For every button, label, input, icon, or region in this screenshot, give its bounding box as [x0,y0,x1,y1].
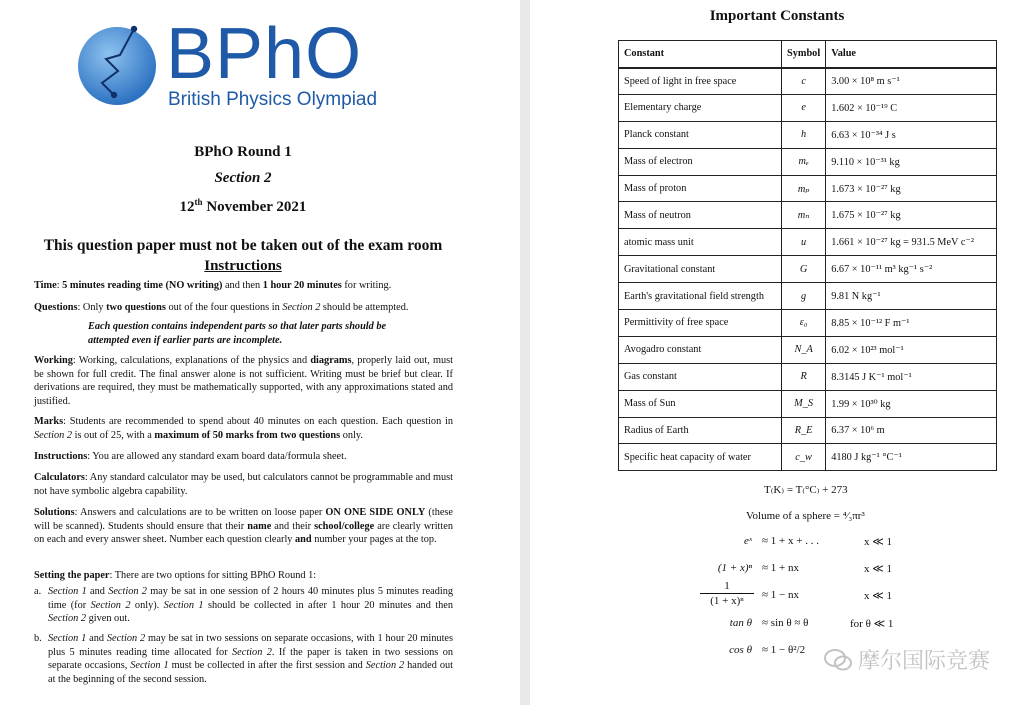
option-a [34,585,453,626]
constant-value: 1.99 × 10³⁰ kg [826,390,997,417]
table-row [619,310,997,337]
text-run: and [86,586,109,597]
text-run: : There are two options for sitting BPhO Round 1: [109,570,317,581]
table-row [619,363,997,390]
text-run: and their [271,520,315,532]
constant-symbol: M_S [782,390,826,417]
text-run: : Answers and calculations are to be written on loose paper [74,507,326,518]
column-header-constant: Constant [619,41,782,68]
constants-table [618,40,997,471]
constant-value: 6.02 × 10²³ mol⁻¹ [826,336,997,363]
approx-condition: x ≪ 1 [864,536,893,548]
italic-run: Section 2 [282,302,321,313]
text-run: : Students are recommended to spend about 40 minutes on each question. Each question in [63,416,453,427]
constant-value: 4180 J kg⁻¹ °C⁻¹ [826,444,997,471]
text-run: may be sat in two sessions on separate occasions, with 1 hour 20 minutes plus 5 minutes reading time allocated for [48,633,454,658]
wechat-icon [824,648,852,672]
text-run: . If the paper is taken in two sessions on separate occasions, [48,646,453,672]
bold-run: 5 minutes reading time (NO writing) [62,280,223,291]
approx-rhs: ≈ 1 + x + . . . [762,535,819,547]
instructions-label: Instructions [34,451,88,462]
text-run: : You are allowed any standard exam board data/formula sheet. [87,451,347,462]
constant-name: Gravitational constant [619,256,782,283]
constant-name: Specific heat capacity of water [619,444,782,471]
text-run: may be sat in one session of 2 hours 40 minutes plus 5 minutes reading time (for [48,586,454,611]
questions-paragraph [34,301,453,315]
bold-run: and [295,534,312,546]
approx-rhs: ≈ 1 + nx [762,562,799,574]
text-run: should be collected in after 1 hour 20 minutes and then [203,599,454,611]
constant-symbol: R [782,363,826,390]
date-month-year: November 2021 [206,199,307,215]
round-title: BPhO Round 1 [194,144,292,160]
italic-run: Section 2 [34,429,73,441]
calculators-label: Calculators [34,472,85,483]
marks-paragraph [34,415,453,442]
table-header-row [619,41,997,68]
fraction-numerator: 1 [724,580,730,592]
constant-symbol: h [782,121,826,148]
constant-symbol: g [782,283,826,310]
text-run: only). [130,599,164,611]
text-run: should be attempted. [320,302,409,313]
bold-run: school/college [314,520,375,532]
constant-value: 6.67 × 10⁻¹¹ m³ kg⁻¹ s⁻² [826,256,997,283]
sphere-volume-label: Volume of a sphere = [746,510,843,522]
italic-run: Section 2 [106,633,146,644]
instructions-heading: Instructions [204,258,282,274]
bpho-globe-icon [76,25,158,107]
sphere-volume [746,510,865,522]
constant-name: Gas constant [619,363,782,390]
table-row [619,336,997,363]
constant-name: Avogadro constant [619,336,782,363]
fraction-denominator: (1 + x)ⁿ [710,595,744,607]
table-row [619,121,997,148]
calculators-paragraph [34,471,453,498]
fraction-bar [700,593,754,594]
approx-rhs: ≈ 1 − θ²/2 [762,644,806,656]
constant-name: Permittivity of free space [619,310,782,337]
constant-value: 1.602 × 10⁻¹⁹ C [826,94,997,121]
text-run: and [86,633,107,644]
italic-run: Section 1 [130,660,169,672]
table-row [619,256,997,283]
constant-symbol: c_w [782,444,826,471]
independent-parts-note: Each question contains independent parts so that later parts should be attempted even if earlier parts are incomplete. [88,321,387,346]
marks-label: Marks [34,416,64,427]
constant-symbol: mₙ [782,202,826,229]
italic-run: Section 2 [90,599,131,611]
option-a-marker: a. [34,586,42,597]
constant-name: Mass of neutron [619,202,782,229]
text-run: handed out at the beginning of the second session. [48,660,454,685]
exam-date [0,197,486,216]
bold-run: name [247,520,272,532]
approx-lhs: tan θ [729,617,752,629]
constant-value: 1.661 × 10⁻²⁷ kg = 931.5 MeV c⁻² [826,229,997,256]
constant-value: 1.675 × 10⁻²⁷ kg [826,202,997,229]
text-run: : Any standard calculator may be used, but calculators cannot be programmable and must not have symbolic algebra capability. [34,472,453,497]
temperature-conversion: T₍K₎ = T₍°C₎ + 273 [764,484,848,496]
text-run: and then [222,280,263,291]
date-suffix: th [194,197,203,207]
text-run: : Only [77,302,107,313]
working-label: Working [34,355,73,366]
bold-run: two questions [106,302,166,313]
italic-run: Section 2 [108,586,147,597]
constant-symbol: u [782,229,826,256]
constant-symbol: e [782,94,826,121]
table-row [619,175,997,202]
text-run: only. [340,429,363,441]
logo-wordmark: BPhO [166,14,363,94]
text-run: is out of 25, with a [72,429,155,441]
italic-run: Section 1 [48,633,87,644]
bpho-logo [76,15,416,115]
date-day: 12 [179,199,195,215]
approx-condition: for θ ≪ 1 [850,618,894,630]
constant-symbol: c [782,68,826,95]
table-row [619,444,997,471]
bold-run: maximum of 50 marks from two questions [154,429,341,441]
table-row [619,229,997,256]
table-row [619,283,997,310]
text-run: must be collected in after the first session and [168,660,366,672]
table-row [619,202,997,229]
bold-run: ON ONE SIDE ONLY [325,507,426,518]
italic-run: Section 1 [48,586,87,597]
constant-name: atomic mass unit [619,229,782,256]
constant-value: 3.00 × 10⁸ m s⁻¹ [826,68,997,95]
questions-label: Questions [34,302,78,313]
approx-rhs: ≈ sin θ ≈ θ [762,617,809,629]
italic-run: Section 2 [232,646,272,658]
solutions-label: Solutions [34,507,75,518]
setting-paragraph [34,569,453,583]
table-row [619,148,997,175]
constant-name: Radius of Earth [619,417,782,444]
text-run: out of the four questions in [165,302,283,313]
solutions-paragraph [34,506,453,547]
constant-symbol: R_E [782,417,826,444]
constants-page [530,0,1024,705]
constant-value: 1.673 × 10⁻²⁷ kg [826,175,997,202]
approx-lhs: (1 + x)ⁿ [717,562,752,574]
table-row [619,417,997,444]
italic-run: Section 2 [48,613,87,625]
constant-symbol: G [782,256,826,283]
text-run: for writing. [341,280,392,291]
watermark-text: 摩尔国际竞赛 [857,649,990,674]
text-run: : [56,280,63,291]
bold-run: diagrams [310,355,352,366]
option-b [34,632,453,686]
constant-name: Mass of proton [619,175,782,202]
constant-name: Elementary charge [619,94,782,121]
working-paragraph [34,354,453,408]
constant-name: Speed of light in free space [619,68,782,95]
constant-value: 8.85 × 10⁻¹² F m⁻¹ [826,310,997,337]
table-row [619,68,997,95]
constant-name: Earth's gravitational field strength [619,283,782,310]
constant-name: Planck constant [619,121,782,148]
setting-label: Setting the paper [34,570,110,581]
column-header-value: Value [826,41,997,68]
watermark [824,644,990,675]
table-row [619,390,997,417]
approx-lhs: eˣ [744,535,752,547]
text-run: , properly laid out, must be shown for full credit. The final answer alone is not sufficient. Writing must be brief but clear. If derivations are required, they must be mathematically supported, with any approximations stated and justified. [34,355,453,407]
time-paragraph [34,279,453,293]
constant-symbol: mₚ [782,175,826,202]
option-b-marker: b. [34,633,42,644]
italic-run: Section 2 [365,660,405,672]
constant-name: Mass of Sun [619,390,782,417]
approx-condition: x ≪ 1 [864,563,893,575]
constant-symbol: ε₀ [782,310,826,337]
constant-name: Mass of electron [619,148,782,175]
sphere-volume-formula: ⁴⁄₃πr³ [842,510,865,522]
column-header-symbol: Symbol [782,41,826,68]
constant-value: 6.37 × 10⁶ m [826,417,997,444]
section-title: Section 2 [214,170,272,186]
bold-run: 1 hour 20 minutes [262,280,342,291]
constant-value: 9.110 × 10⁻³¹ kg [826,148,997,175]
constant-value: 8.3145 J K⁻¹ mol⁻¹ [826,363,997,390]
exam-room-warning: This question paper must not be taken out of the exam room [43,237,443,254]
logo-subtitle: British Physics Olympiad [168,89,378,110]
text-run: (these will be scanned). Students should ensure that their [34,507,453,532]
italic-run: Section 1 [163,599,204,611]
constant-symbol: N_A [782,336,826,363]
instructions-paragraph [34,450,453,464]
constants-table-body [619,68,997,471]
table-row [619,94,997,121]
text-run: are clearly written on each and every answer sheet. Number each question clearly [34,520,453,546]
constant-symbol: mₑ [782,148,826,175]
approx-lhs: cos θ [729,644,752,656]
text-run: : Working, calculations, explanations of the physics and [72,355,311,366]
constants-title: Important Constants [709,8,845,24]
text-run: given out. [86,613,130,625]
constant-value: 9.81 N kg⁻¹ [826,283,997,310]
text-run: number your pages at the top. [311,534,437,546]
approx-rhs: ≈ 1 − nx [762,589,799,601]
approx-condition: x ≪ 1 [864,590,893,602]
approx-fraction-lhs [700,580,754,607]
time-label: Time [34,280,57,291]
constant-value: 6.63 × 10⁻³⁴ J s [826,121,997,148]
